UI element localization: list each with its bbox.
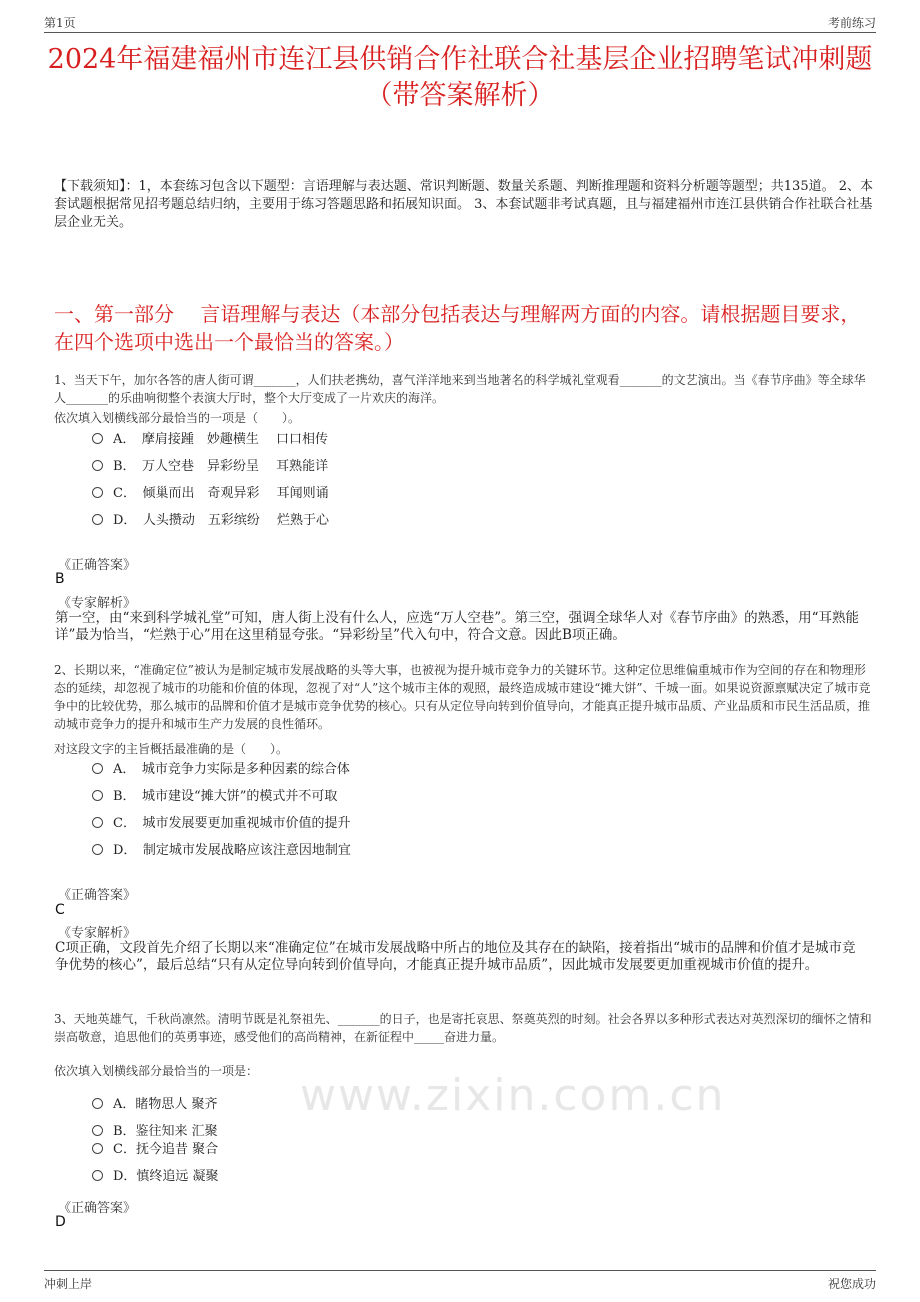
question-3-answer: D bbox=[55, 1214, 66, 1230]
radio-icon[interactable] bbox=[92, 844, 103, 855]
question-3-text: 3、天地英雄气，千秋尚凛然。清明节既是礼祭祖先、_______的日子，也是寄托哀思、祭奠英烈的时刻。社会各界以多种形式表达对英烈深切的缅怀之情和崇高敬意，追思他们的英勇事迹，感受他们的高尚精神，在新征程中_____奋进力量。 bbox=[54, 1012, 872, 1044]
radio-icon[interactable] bbox=[92, 1125, 103, 1136]
question-2-option-a[interactable]: A． 城市竞争力实际是多种因素的综合体 bbox=[92, 760, 350, 780]
document-title: 2024年福建福州市连江县供销合作社联合社基层企业招聘笔试冲刺题（带答案解析） bbox=[47, 44, 873, 111]
question-3-option-a[interactable]: A．睹物思人 聚齐 bbox=[92, 1095, 218, 1115]
header-label: 考前练习 bbox=[827, 16, 876, 30]
radio-icon[interactable] bbox=[92, 1170, 103, 1181]
question-1-text: 1、当天下午，加尔各答的唐人街可谓_______，人们扶老携幼，喜气洋洋地来到当地著名的科学城礼堂观看_______的文艺演出。当《春节序曲》等全球华人_______的乐曲响彻整个表演大厅时，整个大厅变成了一片欢庆的海洋。 bbox=[54, 373, 866, 405]
question-2-option-c[interactable]: C． 城市发展要更加重视城市价值的提升 bbox=[92, 814, 350, 834]
question-1-option-c[interactable]: C． 倾巢而出 奇观异彩 耳闻则诵 bbox=[92, 484, 329, 504]
question-2-text: 2、长期以来，“准确定位”被认为是制定城市发展战略的头等大事，也被视为提升城市竞争力的关键环节。这种定位思维偏重城市作为空间的存在和物理形态的延续，却忽视了城市的功能和价值的体现，忽视了对“人”这个城市主体的观照，最终造成城市建设“摊大饼”、千城一面。如果说资源禀赋决定了城市竞争中的比较优势，那么城市的品牌和价值才是城市竞争优势的核心。只有从定位导向转到价值导向，才能真正提升城市品质、产业品质和市民生活品质，推动城市竞争力的提升和城市生产力发展的良性循环。 bbox=[54, 663, 871, 731]
question-3-option-d[interactable]: D．慎终追远 凝聚 bbox=[92, 1167, 219, 1187]
page-footer bbox=[44, 1270, 876, 1293]
question-3-option-c[interactable]: C．抚今追昔 聚合 bbox=[92, 1140, 218, 1160]
question-1-option-b[interactable]: B． 万人空巷 异彩纷呈 耳熟能详 bbox=[92, 457, 328, 477]
radio-icon[interactable] bbox=[92, 514, 103, 525]
analysis-label: 《专家解析》 bbox=[58, 596, 137, 611]
radio-icon[interactable] bbox=[92, 763, 103, 774]
question-2-answer: C bbox=[55, 902, 65, 918]
section-title: 一、第一部分 言语理解与表达（本部分包括表达与理解两方面的内容。请根据题目要求，在四个选项中选出一个最恰当的答案。） bbox=[54, 302, 861, 354]
watermark: www.zixin.com.cn bbox=[300, 1070, 726, 1121]
answer-label: 《正确答案》 bbox=[58, 1201, 137, 1216]
question-2-option-d[interactable]: D． 制定城市发展战略应该注意因地制宜 bbox=[92, 841, 351, 861]
radio-icon[interactable] bbox=[92, 1143, 103, 1154]
question-3-prompt: 依次填入划横线部分最恰当的一项是： bbox=[54, 1064, 259, 1078]
footer-left: 冲刺上岸 bbox=[44, 1277, 93, 1291]
question-1-prompt: 依次填入划横线部分最恰当的一项是（ ）。 bbox=[54, 411, 301, 425]
radio-icon[interactable] bbox=[92, 1098, 103, 1109]
radio-icon[interactable] bbox=[92, 817, 103, 828]
answer-label: 《正确答案》 bbox=[58, 888, 137, 903]
question-2-prompt: 对这段文字的主旨概括最准确的是（ ）。 bbox=[54, 742, 289, 756]
question-1-analysis: 第一空，由“来到科学城礼堂”可知，唐人街上没有什么人，应选“万人空巷”。第三空，强调全球华人对《春节序曲》的熟悉，用“耳熟能详”最为恰当，“烂熟于心”用在这里稍显夸张。“异彩纷呈”代入句中，符合文意。因此B项正确。 bbox=[55, 610, 860, 643]
page-number: 第1页 bbox=[44, 16, 76, 30]
answer-label: 《正确答案》 bbox=[58, 558, 137, 573]
question-1-option-d[interactable]: D． 人头攒动 五彩缤纷 烂熟于心 bbox=[92, 511, 329, 531]
radio-icon[interactable] bbox=[92, 460, 103, 471]
page-header bbox=[44, 10, 876, 33]
footer-right: 祝您成功 bbox=[827, 1277, 876, 1291]
question-1-answer: B bbox=[55, 571, 65, 587]
analysis-label: 《专家解析》 bbox=[58, 926, 137, 941]
question-3-option-b[interactable]: B．鉴往知来 汇聚 bbox=[92, 1122, 218, 1142]
download-notice: 【下载须知】：1，本套练习包含以下题型：言语理解与表达题、常识判断题、数量关系题、判断推理题和资料分析题等题型；共135道。 2、本套试题根据常见招考题总结归纳，主要用于练习答题思路和拓展知识面。 3、本套试题非考试真题，且与福建福州市连江县供销合作社联合社基层企业无关。 bbox=[54, 179, 873, 230]
question-1-option-a[interactable]: A． 摩肩接踵 妙趣横生 口口相传 bbox=[92, 430, 328, 450]
radio-icon[interactable] bbox=[92, 487, 103, 498]
radio-icon[interactable] bbox=[92, 433, 103, 444]
radio-icon[interactable] bbox=[92, 790, 103, 801]
question-2-analysis: C项正确，文段首先介绍了长期以来“准确定位”在城市发展战略中所占的地位及其存在的缺陷，接着指出“城市的品牌和价值才是城市竞争优势的核心”，最后总结“只有从定位导向转到价值导向，才能真正提升城市品质”，因此城市发展要更加重视城市价值的提升。 bbox=[55, 940, 856, 973]
question-2-option-b[interactable]: B． 城市建设“摊大饼”的模式并不可取 bbox=[92, 787, 337, 807]
